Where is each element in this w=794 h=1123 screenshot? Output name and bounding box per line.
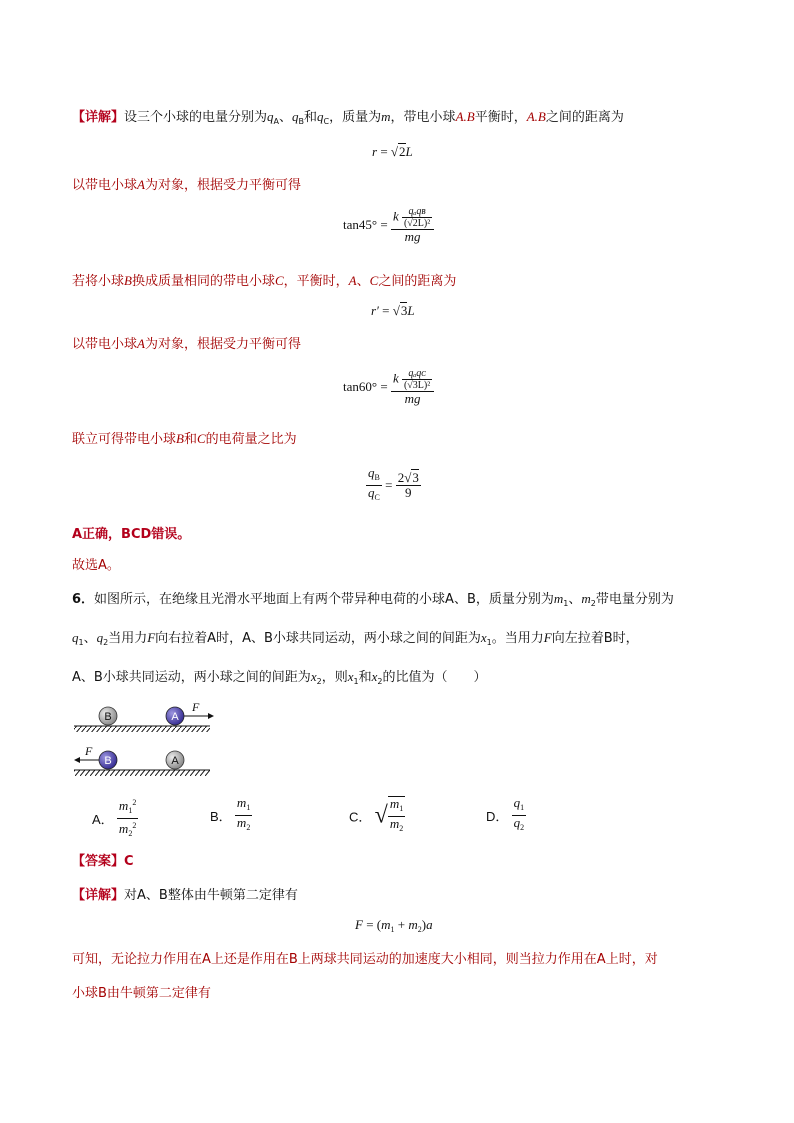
- var-m: m: [553, 591, 564, 606]
- equals: =: [380, 379, 388, 394]
- ball-a-top-label: A: [171, 711, 179, 723]
- equation-F: [355, 917, 433, 934]
- ball-a-bottom-label: A: [171, 755, 179, 767]
- var-C: C: [274, 273, 284, 288]
- detail-paragraph-3: [72, 272, 456, 291]
- sqrt-sign: √: [404, 470, 412, 485]
- q: q: [368, 485, 375, 500]
- text: A、B小球共同运动，两小球之间的间距为: [72, 670, 311, 685]
- sub: 2: [590, 599, 596, 608]
- text: 向左拉着B时，: [551, 631, 639, 646]
- question-6-line-3: [72, 668, 486, 691]
- detail-label: 【详解】: [72, 110, 125, 125]
- text: 。当用力: [491, 631, 544, 646]
- sub: 2: [377, 677, 383, 686]
- outer-fraction: [391, 368, 434, 406]
- option-d[interactable]: [486, 796, 526, 835]
- text: ，则: [321, 670, 348, 685]
- sub: 1: [520, 803, 525, 812]
- answer-value: C: [124, 854, 134, 869]
- sub: B: [298, 117, 305, 126]
- option-label: B．: [210, 809, 232, 824]
- text: 联立可得带电小球: [72, 432, 177, 447]
- text: ，带电小球: [390, 110, 456, 125]
- ball-b-bottom-label: B: [104, 755, 112, 767]
- var-B: B: [176, 431, 184, 446]
- sqrt-sign: √: [374, 802, 388, 829]
- sub: 2: [399, 824, 404, 833]
- option-label: A．: [92, 812, 114, 827]
- coef: 2: [397, 470, 405, 485]
- var-A: A: [348, 273, 357, 288]
- text: 、: [83, 631, 97, 646]
- lhs: tan45°: [343, 217, 378, 232]
- rhs-fraction: [396, 471, 421, 500]
- answer-label: 【答案】: [72, 854, 125, 869]
- sub: 2: [246, 823, 251, 832]
- text: 带电量分别为: [595, 592, 674, 607]
- var-qa: q: [267, 109, 274, 124]
- detail-label: 【详解】: [72, 888, 125, 903]
- detail-paragraph-2: [72, 176, 301, 195]
- sub: 1: [486, 638, 492, 647]
- var-F: F: [147, 630, 156, 645]
- ball-b-top-label: B: [104, 711, 112, 723]
- option-b-fraction: [235, 796, 252, 835]
- text: 、: [279, 110, 293, 125]
- text: 为对象，根据受力平衡可得: [144, 337, 301, 352]
- ground-hatch-top: [74, 726, 210, 732]
- sub: C: [374, 493, 380, 502]
- var-x: x: [310, 669, 317, 684]
- sub: 2: [417, 925, 422, 934]
- sub: 1: [399, 804, 404, 813]
- q: q: [368, 465, 375, 480]
- sqrt-sign: √: [390, 144, 399, 159]
- var-C: C: [369, 273, 379, 288]
- m: m: [236, 795, 247, 810]
- inner-fraction: [402, 368, 432, 391]
- detail-paragraph-7-line-1: 可知，无论拉力作用在A上还是作用在B上两球共同运动的加速度大小相同，则当拉力作用在A上时，对: [72, 952, 658, 967]
- text: 之间的距离为: [378, 274, 457, 289]
- text: 的电荷量之比为: [205, 432, 297, 447]
- sub: 1: [78, 638, 84, 647]
- equation-tan60: [343, 368, 434, 406]
- var-q: q: [72, 630, 79, 645]
- text: ，平衡时，: [283, 274, 349, 289]
- detail-paragraph-7-line-2: 小球B由牛顿第二定律有: [72, 986, 211, 1001]
- m: m: [389, 796, 400, 811]
- text: 以带电小球: [72, 337, 138, 352]
- radicand: 2: [399, 144, 406, 159]
- sub: B: [374, 473, 380, 482]
- text: 如图所示，在绝缘且光滑水平地面上有两个带异种电荷的小球A、B，质量分别为: [94, 592, 554, 607]
- m: m: [118, 821, 129, 836]
- plus: +: [397, 917, 406, 932]
- var-A: A: [137, 177, 145, 192]
- sup: 2: [132, 798, 137, 807]
- option-c[interactable]: [349, 796, 405, 836]
- radicand: 3: [400, 303, 408, 318]
- option-label: D．: [486, 809, 509, 824]
- sub: C: [323, 117, 330, 126]
- paren: (: [376, 917, 382, 932]
- text: 平衡时，: [474, 110, 527, 125]
- text: 以带电小球: [72, 178, 138, 193]
- option-label: C．: [349, 809, 372, 825]
- result-text: A正确，BCD错误。: [72, 527, 191, 542]
- equation-tan45: [343, 206, 434, 244]
- equals: =: [366, 917, 374, 932]
- lhs: tan60°: [343, 379, 378, 394]
- choice-text: 故选A。: [72, 558, 120, 573]
- sub: 2: [316, 677, 322, 686]
- lhs-fraction: [366, 466, 382, 505]
- var-A: A: [137, 336, 145, 351]
- var-ab: A.B: [455, 109, 475, 124]
- equals: =: [385, 477, 393, 493]
- var-qb: q: [292, 109, 299, 124]
- var-L: L: [405, 144, 413, 159]
- var-B: B: [124, 273, 132, 288]
- inner-den: (√2L)²: [403, 218, 431, 229]
- var-qc: q: [317, 109, 324, 124]
- text: 之间的距离为: [545, 110, 624, 125]
- inner-num: qₐqᴄ: [402, 368, 432, 380]
- var-m: m: [581, 591, 591, 606]
- text: 、: [356, 274, 370, 289]
- arrow-head-right: [208, 713, 214, 719]
- sub: A: [273, 117, 280, 126]
- sub: 1: [563, 599, 569, 608]
- equation-ratio: [366, 466, 421, 505]
- text: 设三个小球的电量分别为: [124, 110, 268, 125]
- den-mg: mg: [404, 229, 421, 244]
- m: m: [236, 815, 247, 830]
- equals: =: [380, 144, 388, 159]
- outer-fraction: [391, 206, 434, 244]
- text: 向右拉着A时，A、B小球共同运动，两小球之间的间距为: [155, 631, 481, 646]
- var-x: x: [480, 630, 487, 645]
- q: q: [513, 795, 521, 810]
- sub: 2: [128, 829, 133, 838]
- question-6-line-1: [72, 590, 674, 613]
- lhs: r′: [371, 303, 379, 318]
- sub: 1: [353, 677, 359, 686]
- force-label-bottom: F: [85, 744, 93, 758]
- physics-figure: [70, 698, 220, 782]
- var-ab: A.B: [526, 109, 546, 124]
- lhs: F: [355, 917, 363, 932]
- den: 9: [405, 485, 412, 500]
- option-a-fraction: [117, 796, 138, 841]
- var-F: F: [543, 630, 552, 645]
- a: a: [426, 917, 433, 932]
- text: ，质量为: [329, 110, 382, 125]
- question-number: 6．: [72, 592, 95, 607]
- option-b[interactable]: [210, 796, 252, 835]
- paren: ): [421, 917, 427, 932]
- detail-paragraph-6: [72, 887, 298, 905]
- text: 为对象，根据受力平衡可得: [144, 178, 301, 193]
- inner-num: qₐqʙ: [402, 206, 432, 218]
- text: 和: [358, 670, 372, 685]
- m: m: [389, 816, 400, 831]
- var-m: m: [381, 109, 391, 124]
- q: q: [513, 815, 521, 830]
- sub: 1: [246, 803, 251, 812]
- text: 的比值为（ ）: [382, 670, 487, 685]
- text: 和: [304, 110, 318, 125]
- radicand: 3: [412, 470, 419, 485]
- sub: 2: [103, 638, 109, 647]
- m: m: [381, 917, 391, 932]
- k: k: [392, 370, 399, 386]
- inner-fraction: [402, 206, 432, 229]
- detail-paragraph-1: [72, 108, 624, 131]
- k: k: [392, 208, 399, 224]
- equation-r: [372, 144, 413, 160]
- option-c-fraction: [388, 796, 405, 836]
- question-6-line-2: [72, 629, 639, 652]
- option-a[interactable]: [92, 796, 138, 841]
- arrow-head-left: [74, 757, 80, 763]
- inner-den: (√3L)²: [403, 380, 431, 391]
- ground-hatch-bottom: [74, 770, 210, 776]
- text: 换成质量相同的带电小球: [131, 274, 275, 289]
- lhs: r: [372, 144, 378, 159]
- text: 、: [568, 592, 582, 607]
- text: 和: [183, 432, 197, 447]
- var-x: x: [371, 669, 378, 684]
- sup: 2: [132, 821, 137, 830]
- detail-paragraph-5: [72, 430, 297, 449]
- answer-line: [72, 853, 134, 871]
- var-C: C: [196, 431, 206, 446]
- sqrt-sign: √: [392, 303, 400, 318]
- equals: =: [380, 217, 388, 232]
- force-label-top: F: [192, 700, 200, 714]
- sub: 2: [520, 823, 525, 832]
- text: 当用力: [108, 631, 148, 646]
- var-x: x: [347, 669, 354, 684]
- equation-r-prime: [371, 303, 415, 319]
- var-L: L: [407, 303, 415, 318]
- m: m: [408, 917, 418, 932]
- sub: 1: [128, 806, 133, 815]
- text: 对A、B整体由牛顿第二定律有: [124, 888, 298, 903]
- equals: =: [382, 303, 390, 318]
- option-d-fraction: [512, 796, 527, 835]
- sub: 1: [390, 925, 395, 934]
- den-mg: mg: [404, 391, 421, 406]
- m: m: [118, 798, 129, 813]
- detail-paragraph-4: [72, 335, 301, 354]
- text: 若将小球: [72, 274, 125, 289]
- var-q: q: [96, 630, 104, 645]
